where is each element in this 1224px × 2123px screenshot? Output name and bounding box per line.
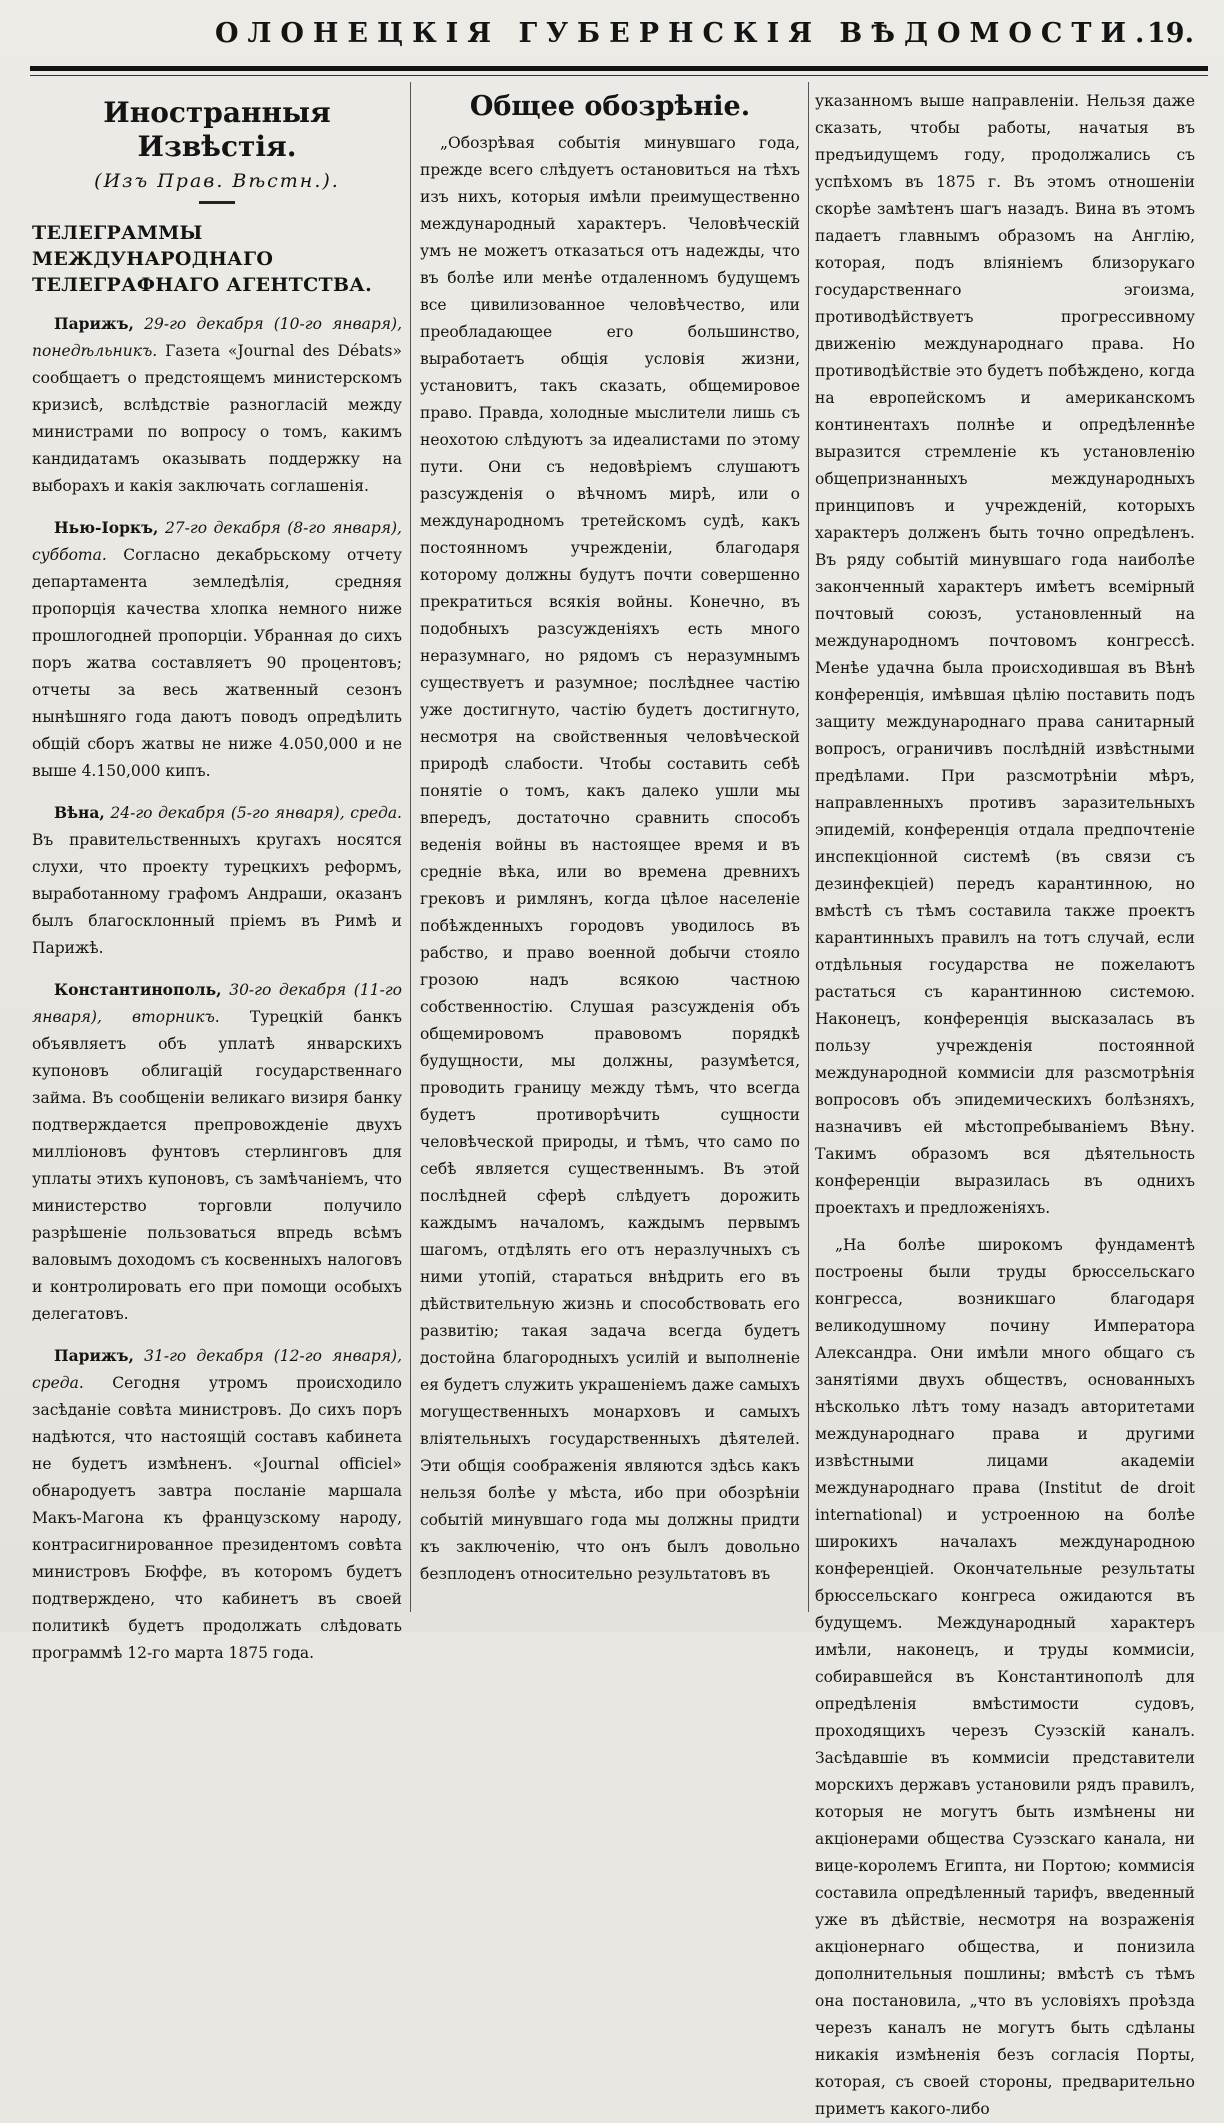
dateline-date: 31-го декабря (12-го января), среда.: [32, 1347, 402, 1392]
dateline-date: 29-го декабря (10-го января), понедѣльникъ.: [32, 315, 402, 360]
news-item: [32, 1342, 402, 1667]
source-note: (Изъ Прав. Вѣстн.).: [94, 170, 340, 192]
dateline-city: Вѣна,: [54, 803, 105, 822]
column-divider: [808, 82, 809, 1612]
review-paragraph: „На болѣе широкомъ фундаментѣ построены были труды брюссельскаго конгресса, возникшаго благодаря великодушному почину Императора Александра. Они имѣли много общаго съ занятіями двухъ обществъ, основанныхъ нѣсколько лѣтъ тому назадъ авторитетами международнаго права и другими извѣстными лицами академіи международнаго права (Institut de droit international) и устроенною на болѣе широкихъ началахъ международною конференціей. Окончательные результаты брюссельскаго конгреса ожидаются въ будущемъ. Международный характеръ имѣли, наконецъ, и труды коммисіи, собиравшейся въ Константинополѣ для опредѣленія вмѣстимости судовъ, проходящихъ черезъ Суэзскій каналъ. Засѣдавшіе въ коммисіи представители морскихъ державъ установили рядъ правилъ, которыя не могутъ быть измѣнены ни акціонерами общества Суэзскаго канала, ни вице-королемъ Египта, ни Портою; коммисія составила опредѣленный тарифъ, введенный уже въ дѣйствіе, несмотря на возраженія акціонернаго общества, и понизила дополнительныя пошлины; вмѣстѣ съ тѣмъ она постановила, „что въ условіяхъ проѣзда черезъ каналъ не могутъ быть сдѣланы никакія измѣненія безъ согласія Порты, которая, съ своей стороны, предварительно приметъ какого-либо: [815, 1236, 1195, 2118]
dateline-date: 30-го декабря (11-го января), вторникъ.: [32, 981, 402, 1026]
newspaper-title: ОЛОНЕЦКІЯ ГУБЕРНСКІЯ ВѢДОМОСТИ.: [215, 18, 1154, 49]
news-item: [32, 799, 402, 962]
general-review-continuation: [815, 88, 1195, 2118]
news-text: Газета «Journal des Débats» сообщаетъ о предстоящемъ министерскомъ кризисѣ, вслѣдствіе разногласій между министрами по вопросу о томъ, какимъ кандидатамъ оказывать поддержку на выборахъ и какія заключать соглашенія.: [32, 342, 402, 495]
news-text: Согласно декабрьскому отчету департамента земледѣлія, средняя пропорція качества хлопка немного ниже прошлогодней пропорціи. Убранная до сихъ поръ жатва составляетъ 90 процентовъ; отчеты за весь жатвенный сезонъ нынѣшняго года даютъ поводъ опредѣлить общій сборъ жатвы не ниже 4.050,000 и не выше 4.150,000 кипъ.: [32, 546, 402, 780]
news-paragraph: [32, 1342, 402, 1667]
dateline-city: Нью-Іоркъ,: [54, 518, 159, 537]
masthead-rule-thin: [30, 75, 1208, 76]
review-paragraph-continued: указанномъ выше направленіи. Нельзя даже сказать, чтобы работы, начатыя въ предъидущемъ году, продолжались съ успѣхомъ въ 1875 г. Въ этомъ отношеніи скорѣе замѣтенъ шагъ назадъ. Вина въ этомъ падаетъ главнымъ образомъ на Англію, которая, подъ вліяніемъ близорукаго государственнаго эгоизма, противодѣйствуетъ прогрессивному движенію международнаго права. Но противодѣйствіе это будетъ побѣждено, когда на европейскомъ и американскомъ континентахъ полнѣе и опредѣленнѣе выразится стремленіе къ установленію общепризнанныхъ международныхъ принциповъ и учрежденій, которыхъ характеръ долженъ быть точно опредѣленъ. Въ ряду событій минувшаго года наиболѣе законченный характеръ имѣетъ всемірный почтовый союзъ, установленный на международномъ почтовомъ конгрессѣ. Менѣе удачна была происходившая въ Вѣнѣ конференція, имѣвшая цѣлію поставить подъ защиту международнаго права санитарный вопросъ, ограничивъ послѣдній извѣстными предѣлами. При разсмотрѣніи мѣръ, направленныхъ противъ заразительныхъ эпидемій, конференція отдала предпочтеніе инспекціонной системѣ (въ связи съ дезинфекціей) передъ карантинною, но вмѣстѣ съ тѣмъ составила также проектъ карантинныхъ правилъ на тотъ случай, если отдѣльныя государства не пожелаютъ растаться съ карантинною системою. Наконецъ, конференція высказалась въ пользу учрежденія постоянной международной коммисіи для разсмотрѣнія вопросовъ объ эпидемическихъ болѣзняхъ, назначивъ ей мѣстопребываніемъ Вѣну. Такимъ образомъ вся дѣятельность конференціи выразилась въ однихъ проектахъ и предложеніяхъ.: [815, 92, 1195, 1217]
dateline-date: 27-го декабря (8-го января), суббота.: [32, 519, 402, 564]
column-divider: [410, 82, 411, 1612]
news-paragraph: [32, 310, 402, 500]
dateline-date: 24-го декабря (5-го января), среда.: [110, 804, 402, 822]
news-paragraph: [32, 514, 402, 785]
review-paragraph: „Обозрѣвая событія минувшаго года, прежде всего слѣдуетъ остановиться на тѣхъ изъ нихъ, которыя имѣли преимущественно международный характеръ. Человѣческій умъ не можетъ отказаться отъ надежды, что въ болѣе или менѣе отдаленномъ будущемъ все цивилизованное человѣчество, или преобладающее его большинство, выработаетъ общія условія жизни, установитъ, такъ сказать, общемировое право. Правда, холодные мыслители лишь съ неохотою слѣдуютъ за идеалистами по этому пути. Они съ недовѣріемъ слушаютъ разсужденія о вѣчномъ мирѣ, или о международномъ третейскомъ судѣ, какъ постоянномъ учрежденіи, благодаря которому должны будутъ почти совершенно прекратиться всякія войны. Конечно, въ подобныхъ разсужденіяхъ есть много неразумнаго, но рядомъ съ неразумнымъ существуетъ и разумное; послѣднее частію уже достигнуто, частію будетъ достигнуто, несмотря на свойственныя человѣческой природѣ слабости. Чтобы составить себѣ понятіе о томъ, какъ далеко ушли мы впередъ, достаточно сравнить способъ веденія войны въ настоящее время и въ средніе вѣка, или во времена древнихъ грековъ и римлянъ, когда цѣлое населеніе побѣжденныхъ городовъ уводилось въ рабство, и право военной добычи стояло грозою надъ всякою частною собственностію. Слушая разсужденія объ общемировомъ правовомъ порядкѣ будущности, мы должны, разумѣется, проводить границу между тѣмъ, что всегда будетъ противорѣчить сущности человѣческой природы, и тѣмъ, что само по себѣ является существеннымъ. Въ этой послѣдней сферѣ слѣдуетъ дорожить каждымъ началомъ, каждымъ первымъ шагомъ, отдѣлять его отъ неразлучныхъ съ ними утопій, стараться внѣдрить его въ дѣйствительную жизнь и способствовать его развитію; такая задача всегда будетъ достойна благородныхъ усилій и выполненіе ея будетъ служить украшеніемъ даже самыхъ могущественныхъ монарховъ и самыхъ вліятельныхъ государственныхъ дѣятелей. Эти общія соображенія являются здѣсь какъ нельзя болѣе у мѣста, ибо при обозрѣніи событій минувшаго года мы должны придти къ заключенію, что онъ былъ довольно безплоденъ относительно результатовъ въ: [420, 134, 800, 1583]
news-text: Сегодня утромъ происходило засѣданіе совѣта министровъ. До сихъ поръ надѣются, что настоящій составъ кабинета не будетъ измѣненъ. «Journal officiel» обнародуетъ завтра посланіе маршала Макъ-Магона къ французскому народу, контрасигнированное президентомъ совѣта министровъ Бюффе, въ которомъ будетъ подтверждено, что кабинетъ въ своей политикѣ будетъ продолжать слѣдовать программѣ 12-го марта 1875 года.: [32, 1374, 402, 1662]
news-item: [32, 976, 402, 1328]
dateline-city: Парижъ,: [54, 314, 134, 333]
masthead-rule: [30, 66, 1208, 71]
news-paragraph: [32, 976, 402, 1328]
telegram-heading: ТЕЛЕГРАММЫ МЕЖДУНАРОДНАГО ТЕЛЕГРАФНАГО АГЕНТСТВА.: [32, 222, 372, 296]
page-number: 19.: [1147, 18, 1194, 49]
news-paragraph: [32, 799, 402, 962]
section-rule: [199, 201, 235, 204]
general-review-heading: Общее обозрѣніе.: [469, 91, 751, 122]
dateline-city: Парижъ,: [54, 1346, 134, 1365]
news-item: [32, 514, 402, 785]
foreign-news-heading: Иностранныя Извѣстія.: [103, 96, 331, 163]
general-review-column: [420, 88, 800, 1608]
news-item: [32, 310, 402, 500]
masthead: [0, 18, 1224, 58]
foreign-news-column: [32, 88, 402, 1662]
dateline-city: Константинополь,: [54, 980, 222, 999]
news-text: Турецкій банкъ объявляетъ объ уплатѣ январскихъ купоновъ облигацій государственнаго займа. Въ сообщеніи великаго визиря банку подтверждается препровожденіе двухъ милліоновъ фунтовъ стерлинговъ для уплаты этихъ купоновъ, съ замѣчаніемъ, что министерство торговли получило разрѣшеніе пользоваться впредь всѣмъ валовымъ доходомъ съ косвенныхъ налоговъ и контролировать его при помощи особыхъ делегатовъ.: [32, 1008, 402, 1323]
news-text: Въ правительственныхъ кругахъ носятся слухи, что проекту турецкихъ реформъ, выработанному графомъ Андраши, оказанъ былъ благосклонный пріемъ въ Римѣ и Парижѣ.: [32, 831, 402, 957]
